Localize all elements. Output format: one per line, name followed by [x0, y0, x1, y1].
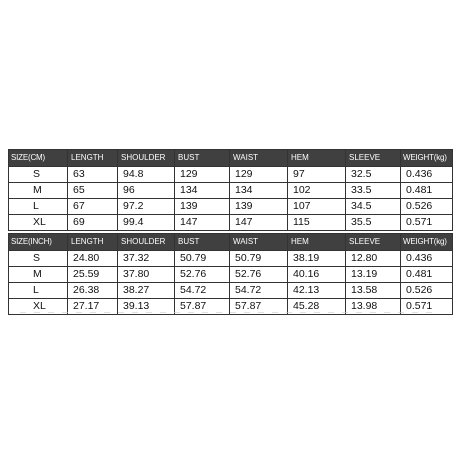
table-row	[9, 267, 453, 283]
table-cell: 13.98	[346, 299, 401, 315]
column-header: WAIST	[230, 234, 288, 251]
table-row	[9, 283, 453, 299]
column-header: WAIST	[230, 150, 288, 167]
table-cell: 12.80	[346, 251, 401, 267]
table-cell: 99.4	[118, 215, 175, 231]
table-cell: 50.79	[230, 251, 288, 267]
table-cell: 102	[288, 183, 346, 199]
table-row	[9, 215, 453, 231]
column-header: SHOULDER	[118, 150, 175, 167]
table-cell: 13.58	[346, 283, 401, 299]
table-cell: 57.87	[175, 299, 230, 315]
table-cell: 37.80	[118, 267, 175, 283]
table-cell: 97.2	[118, 199, 175, 215]
table-cell: 32.5	[346, 167, 401, 183]
table-cell: 115	[288, 215, 346, 231]
table-cell: 26.38	[68, 283, 118, 299]
column-header: WEIGHT(kg)	[401, 150, 453, 167]
table-row	[9, 199, 453, 215]
table-cell: 0.571	[401, 299, 453, 315]
faint-divider-line	[20, 312, 440, 313]
table-cell: 67	[68, 199, 118, 215]
table-cell: 96	[118, 183, 175, 199]
column-header: HEM	[288, 150, 346, 167]
table-cell: 129	[230, 167, 288, 183]
table-cell: 33.5	[346, 183, 401, 199]
table-cell: 147	[175, 215, 230, 231]
table-cell: 25.59	[68, 267, 118, 283]
table-cell: 69	[68, 215, 118, 231]
table-cell: 129	[175, 167, 230, 183]
table-cell: 54.72	[230, 283, 288, 299]
table-cell: 40.16	[288, 267, 346, 283]
column-header: LENGTH	[68, 150, 118, 167]
table-cell: 27.17	[68, 299, 118, 315]
table-header-row	[9, 150, 453, 167]
table-cell: 65	[68, 183, 118, 199]
table-row	[9, 251, 453, 267]
column-header: SLEEVE	[346, 234, 401, 251]
table-cell: M	[9, 183, 68, 199]
table-cell: 34.5	[346, 199, 401, 215]
column-header: SIZE(CM)	[9, 150, 68, 167]
table-cell: 0.481	[401, 183, 453, 199]
table-cell: 24.80	[68, 251, 118, 267]
table-cell: 134	[175, 183, 230, 199]
table-cell: 37.32	[118, 251, 175, 267]
table-cell: 38.19	[288, 251, 346, 267]
table-cell: 0.436	[401, 251, 453, 267]
table-cell: 139	[230, 199, 288, 215]
table-cell: 0.571	[401, 215, 453, 231]
table-cell: XL	[9, 299, 68, 315]
column-header: HEM	[288, 234, 346, 251]
table-cell: L	[9, 199, 68, 215]
table-cell: 0.436	[401, 167, 453, 183]
table-cell: 50.79	[175, 251, 230, 267]
table-cell: 97	[288, 167, 346, 183]
table-cell: 107	[288, 199, 346, 215]
column-header: BUST	[175, 150, 230, 167]
table-cell: M	[9, 267, 68, 283]
table-header-row	[9, 234, 453, 251]
table-cell: 94.8	[118, 167, 175, 183]
table-cell: 38.27	[118, 283, 175, 299]
table-cell: 45.28	[288, 299, 346, 315]
column-header: BUST	[175, 234, 230, 251]
column-header: SIZE(INCH)	[9, 234, 68, 251]
column-header: SHOULDER	[118, 234, 175, 251]
column-header: SLEEVE	[346, 150, 401, 167]
table-cell: 147	[230, 215, 288, 231]
table-cell: 57.87	[230, 299, 288, 315]
table-cell: 52.76	[230, 267, 288, 283]
table-cell: 42.13	[288, 283, 346, 299]
table-cell: 0.526	[401, 283, 453, 299]
table-cell: S	[9, 251, 68, 267]
table-cell: XL	[9, 215, 68, 231]
table-cell: 35.5	[346, 215, 401, 231]
table-cell: 63	[68, 167, 118, 183]
table-cell: 39.13	[118, 299, 175, 315]
table-cell: S	[9, 167, 68, 183]
table-cell: 134	[230, 183, 288, 199]
table-cell: 54.72	[175, 283, 230, 299]
table-row	[9, 167, 453, 183]
column-header: LENGTH	[68, 234, 118, 251]
table-row	[9, 183, 453, 199]
size-chart-inch-table	[8, 233, 453, 315]
size-chart-cm-table	[8, 149, 453, 231]
table-cell: 0.481	[401, 267, 453, 283]
table-cell: L	[9, 283, 68, 299]
table-cell: 13.19	[346, 267, 401, 283]
column-header: WEIGHT(kg)	[401, 234, 453, 251]
table-cell: 139	[175, 199, 230, 215]
table-cell: 0.526	[401, 199, 453, 215]
table-cell: 52.76	[175, 267, 230, 283]
